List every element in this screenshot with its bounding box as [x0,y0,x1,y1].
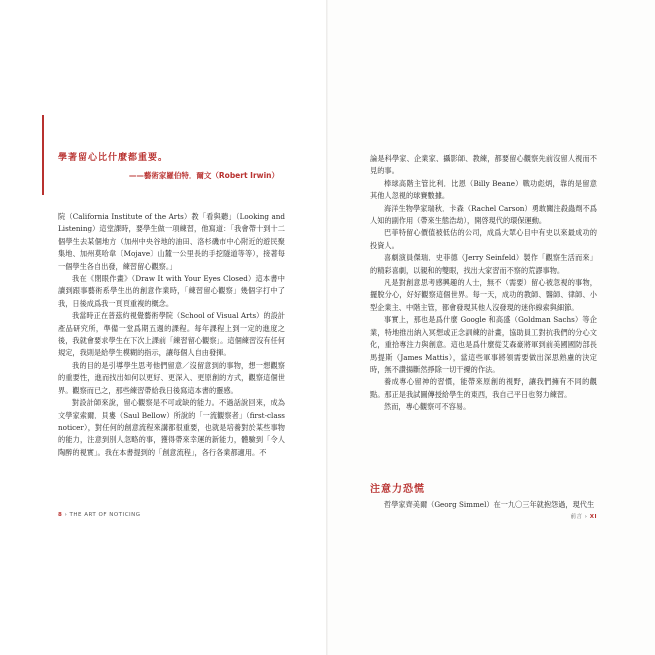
section-heading: 注意力恐慌 [370,484,425,495]
paragraph: 我在《閉眼作畫》（Draw It with Your Eyes Closed）這本書中讀到跟事藝術系學生出的創意作業時，「練習留心觀察」幾個字打中了我，日後成爲我一頁頁重複的概念。 [58,274,285,308]
epigraph-quote: 學著留心比什麼都重要。 [58,153,169,163]
right-page [328,0,655,655]
running-title: THE ART OF NOTICING [69,512,141,518]
decorative-red-bar [42,115,44,195]
left-body-text [58,211,285,459]
right-folio [570,512,597,520]
paragraph: 養成專心留神的習慣，能帶來原創的視野，讓我們擁有不同的觀點。那正是我試圖傳授給學生的東西，我自己平日也努力練習。 [370,377,597,399]
paragraph: 論是科學家、企業家、攝影師、教練，都要留心觀察先前沒留人視而不見的事。 [370,154,597,176]
paragraph: 喜劇演員傑瑞．史菲德（Jerry Seinfeld）製作「觀察生活而來」的精彩喜劇，以親和的雙眼，找出大家習而不察的荒謬事物。 [370,253,597,275]
paragraph: 院（California Institute of the Arts）教「看與聽」（Looking and Listening）這堂課時，要學生做一項練習，他寫道：「我會帶十到十二個學生去某個地方（加州中央谷地的油田、洛杉磯市中心附近的遊民聚集地、加州莫哈韋〔Mojave〕山麓一公里長的手挖隧道等等），接著每一個學生各自出發，練習留心觀察。」 [58,212,285,271]
paragraph: 我的目的是引導學生思考他們留意／沒留意到的事物，想一想觀察的重要性，進而找出如何以更好、更深入、更原創的方式，觀察這個世界。觀察而已之，那些練習帶給我日後寫這本書的靈感。 [58,360,285,395]
paragraph: 棒球高階主管比利．比恩（Billy Beane）戰功彪炳，靠的是留意其他人忽視的球賽數據。 [370,178,597,201]
paragraph: 對設計師來說，留心觀察是不可或缺的能力。不過話說回來，成為文學家索爾．貝婁（Saul Bellow）所說的「一流觀察者」（first-class noticer），對任何的創意流程來講都很重要，也就是培養對於某些事物的能力，注意到別人忽略的事，獲得帶來幸運的新能力，體驗到「令人陶醉的視實」。我在本書提到的「創意流程」，各行各業都適用。不 [58,398,285,457]
epigraph-attribution: ——藝術家羅伯特．爾文（Robert Irwin） [128,171,279,180]
folio-separator-icon: › [64,512,70,518]
page-number: XI [589,514,597,520]
paragraph: 海洋生物學家瑞秋．卡森（Rachel Carson）勇敢關注殺蟲劑不爲人知的副作用（帶來生態浩劫），開啓現代的環保運動。 [370,203,597,226]
paragraph: 巴菲特留心價值被低估的公司，成爲大眾心目中有史以來最成功的投資人。 [370,228,597,250]
left-page [0,0,327,655]
left-folio [58,512,141,518]
right-body-text [370,153,597,414]
running-title: 前言 [570,514,583,520]
paragraph: 事實上，那也是爲什麼 Google 和高盛（Goldman Sachs）等企業，特地推出納入冥想或正念訓練的計畫，協助員工對抗我們的分心文化，重拾專注力與創意。這也是爲什麼從艾森豪將軍到前美國國防部長馬提斯（James Mattis），當這些軍事將領需要做出深思熟慮的決定時，無不讚揚斷然掙除一切干擾的作法。 [370,315,597,374]
paragraph: 凡是對創意思考感興趣的人士，無不（需要）留心被忽視的事物，擺脫分心，好好觀察這個世界。每一天，成功的教師、醫師、律師、小型企業主、中階主管，都會發現其他人沒發現的迷你線索與細節。 [370,278,597,312]
paragraph: 我當時正在普茲約視覺藝術學院（School of Visual Arts）的設計產品研究所，準備一堂爲期五週的課程。每年課程上到一定的進度之後，我就會要求學生在下次上課前「練習留心觀察」。這個練習沒有任何規定，我則是給學生模糊的指示，讓每個人自由發揮。 [58,311,285,358]
paragraph: 然而，專心觀察可不容易。 [384,402,471,412]
folio-separator-icon: › [584,514,590,520]
section-text: 哲學家齊美爾（Georg Simmel）在一九〇三年就抱怨過，現代生 [384,500,595,509]
page-number: 8 [58,512,63,518]
